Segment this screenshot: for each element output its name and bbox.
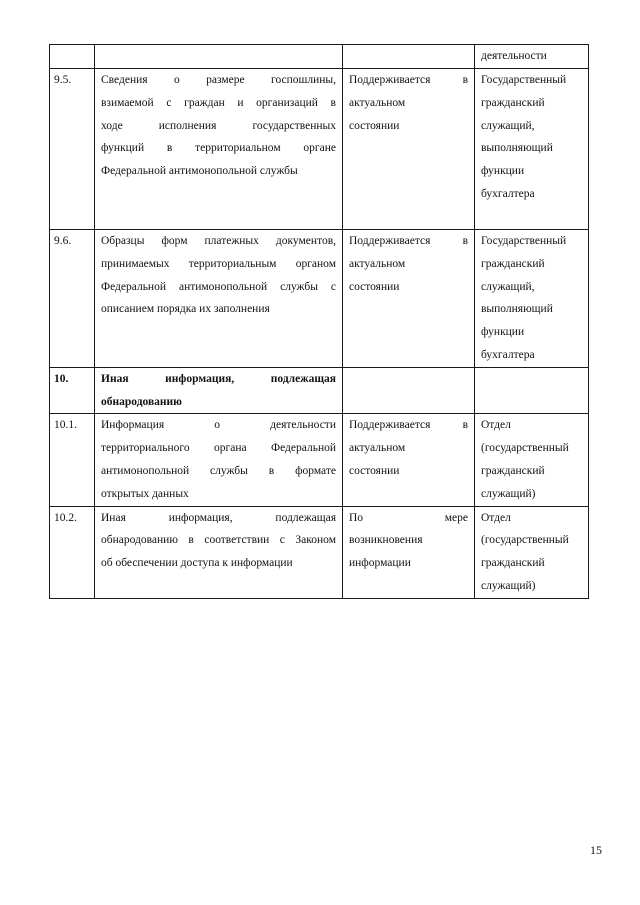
term-line: Поддерживается в (349, 235, 468, 247)
update-term (343, 230, 475, 368)
responsible-line: деятельности (481, 50, 547, 62)
item-description (95, 414, 343, 506)
description-line: ходе исполнения государственных (101, 119, 336, 132)
responsible-line: бухгалтера (481, 187, 535, 200)
description-line: функций в территориальном органе (101, 142, 336, 155)
item-description (95, 69, 343, 230)
section-title (95, 367, 343, 414)
table-row (50, 69, 589, 230)
responsible-line: гражданский (481, 96, 545, 109)
responsible-line: Государственный (481, 235, 567, 247)
term-line: возникновения (349, 534, 423, 547)
term-line: По мере (349, 511, 468, 524)
responsible-person (475, 45, 589, 69)
responsible-line: служащий, (481, 119, 535, 132)
description-line: Иная информация, подлежащая (101, 511, 336, 524)
responsible-person (475, 230, 589, 368)
update-term (343, 367, 475, 414)
responsible-line: функции (481, 165, 525, 178)
description-line: Образцы форм платежных документов, (101, 235, 336, 247)
item-number: 9.5. (50, 69, 95, 230)
update-term (343, 414, 475, 506)
term-line: информации (349, 557, 411, 570)
description-line: Информация о деятельности (101, 419, 336, 432)
item-number (50, 45, 95, 69)
information-table (49, 44, 589, 599)
responsible-line: выполняющий (481, 303, 553, 316)
description-line: описанием порядка их заполнения (101, 303, 270, 316)
term-line: актуальном (349, 96, 406, 109)
term-line: состоянии (349, 464, 400, 477)
term-line: состоянии (349, 280, 400, 293)
description-line: обнародованию (101, 395, 182, 408)
responsible-line: Отдел (481, 511, 511, 524)
table-body (50, 45, 589, 599)
responsible-line: Отдел (481, 419, 511, 432)
section-header-row (50, 367, 589, 414)
description-line: Федеральной антимонопольной службы (101, 165, 298, 178)
term-line: актуальном (349, 442, 406, 455)
description-line: об обеспечении доступа к информации (101, 557, 293, 570)
responsible-line: гражданский (481, 557, 545, 570)
responsible-line: служащий) (481, 579, 536, 592)
responsible-line: выполняющий (481, 142, 553, 155)
update-term (343, 69, 475, 230)
page-number: 15 (590, 843, 602, 857)
term-line: Поддерживается в (349, 74, 468, 86)
responsible-line: служащий) (481, 487, 536, 500)
table-row (50, 230, 589, 368)
description-line: открытых данных (101, 487, 189, 500)
update-term (343, 45, 475, 69)
responsible-line: бухгалтера (481, 348, 535, 361)
responsible-line: Государственный (481, 74, 567, 86)
description-line: Федеральной антимонопольной службы с (101, 280, 336, 293)
responsible-person (475, 69, 589, 230)
item-number: 10.2. (50, 506, 95, 598)
section-number: 10. (50, 367, 95, 414)
item-number: 10.1. (50, 414, 95, 506)
table-row (50, 506, 589, 598)
item-description (95, 230, 343, 368)
table-row (50, 45, 589, 69)
description-line: антимонопольной службы в формате (101, 464, 336, 477)
responsible-line: гражданский (481, 257, 545, 270)
term-line: Поддерживается в (349, 419, 468, 432)
responsible-person (475, 414, 589, 506)
responsible-line: (государственный (481, 442, 569, 455)
responsible-person (475, 506, 589, 598)
description-line: взимаемой с граждан и организаций в (101, 96, 336, 109)
responsible-line: гражданский (481, 464, 545, 477)
term-line: состоянии (349, 119, 400, 132)
item-number: 9.6. (50, 230, 95, 368)
update-term (343, 506, 475, 598)
table-row (50, 414, 589, 506)
responsible-line: функции (481, 326, 525, 339)
description-line: обнародованию в соответствии с Законом (101, 534, 336, 547)
term-line: актуальном (349, 257, 406, 270)
responsible-person (475, 367, 589, 414)
description-line: Сведения о размере госпошлины, (101, 74, 336, 86)
description-line: территориального органа Федеральной (101, 442, 336, 455)
responsible-line: служащий, (481, 280, 535, 293)
item-description (95, 45, 343, 69)
description-line: принимаемых территориальным органом (101, 257, 336, 270)
responsible-line: (государственный (481, 534, 569, 547)
item-description (95, 506, 343, 598)
description-line: Иная информация, подлежащая (101, 372, 336, 385)
